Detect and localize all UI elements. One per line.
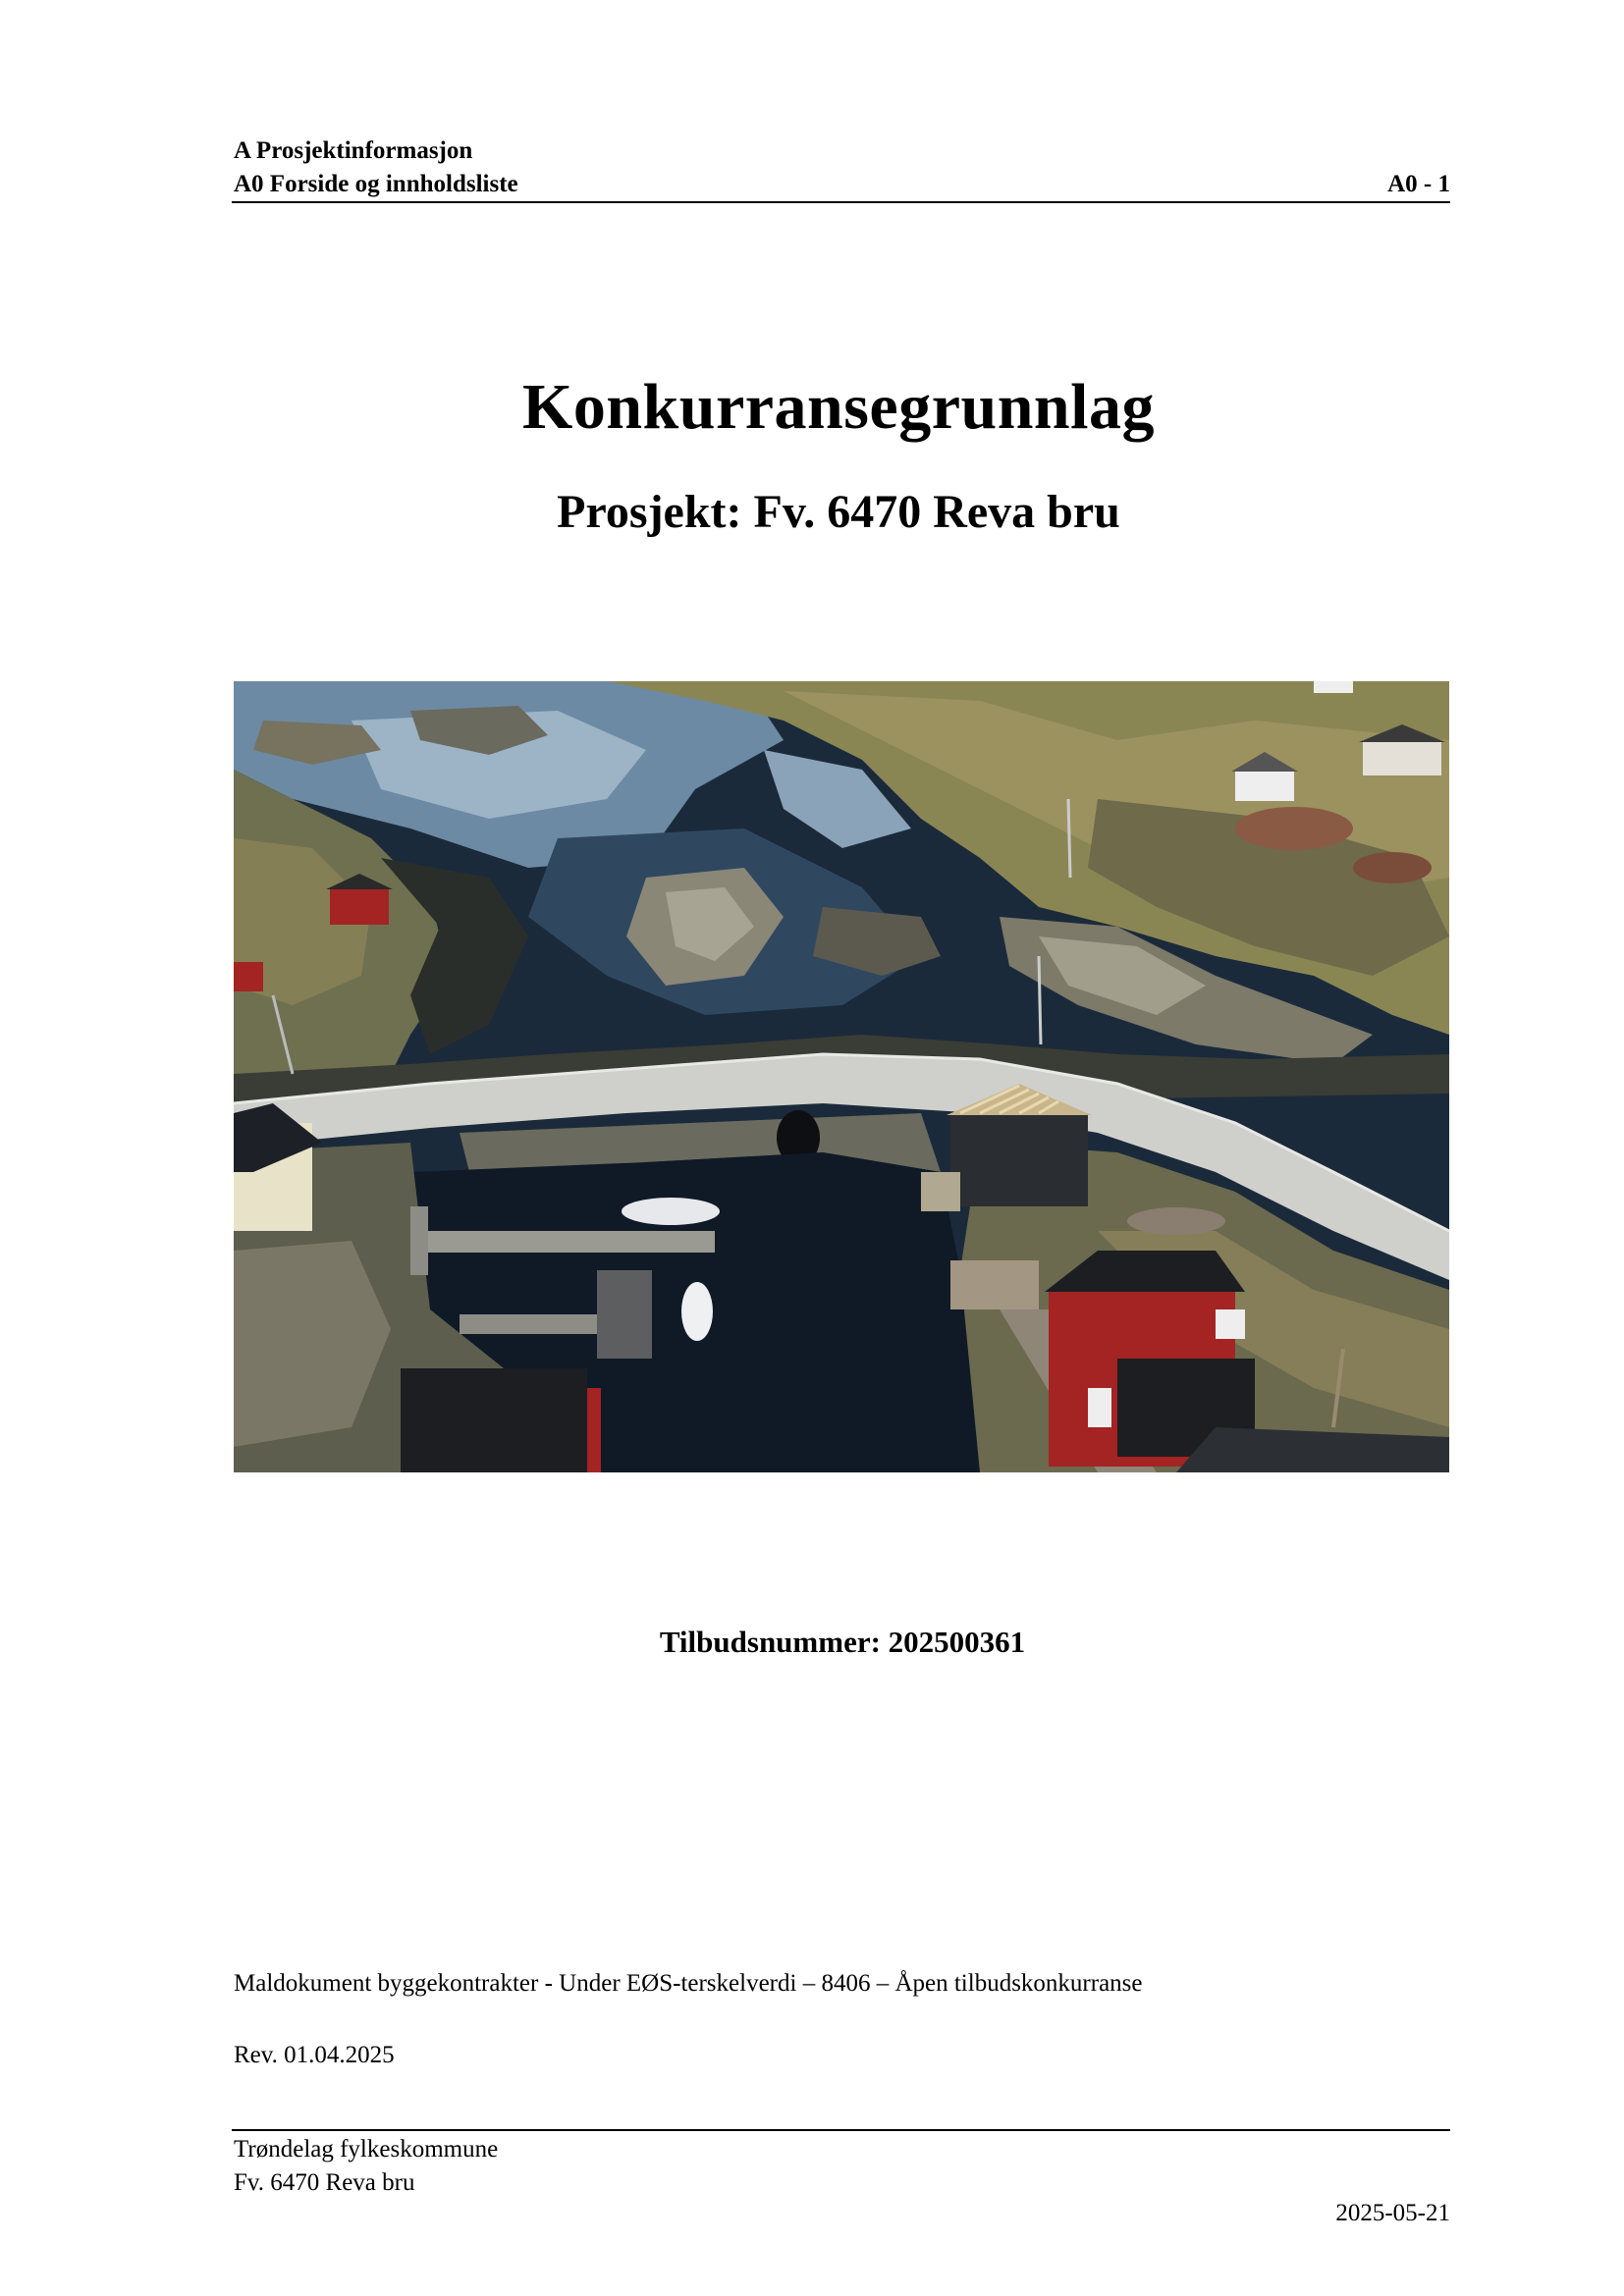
aerial-harbor-illustration [234, 681, 1449, 1472]
footer-organization: Trøndelag fylkeskommune [234, 2136, 499, 2163]
footer-divider [232, 2129, 1450, 2131]
cover-photo [234, 681, 1449, 1472]
revision-date: Rev. 01.04.2025 [234, 2042, 395, 2068]
header-divider [232, 201, 1450, 203]
footer-project: Fv. 6470 Reva bru [234, 2169, 415, 2196]
header-section-title: A Prosjektinformasjon [234, 137, 473, 164]
tender-number: Tilbudsnummer: 202500361 [659, 1625, 1026, 1659]
project-subtitle: Prosjekt: Fv. 6470 Reva bru [557, 486, 1120, 538]
header-subsection-title: A0 Forside og innholdsliste [234, 171, 518, 197]
footer-date: 2025-05-21 [1335, 2200, 1450, 2226]
document-title: Konkurransegrunnlag [522, 371, 1155, 443]
header-page-number: A0 - 1 [1387, 171, 1450, 197]
template-info: Maldokument byggekontrakter - Under EØS-terskelverdi – 8406 – Åpen tilbudskonkurranse [234, 1970, 1143, 1997]
